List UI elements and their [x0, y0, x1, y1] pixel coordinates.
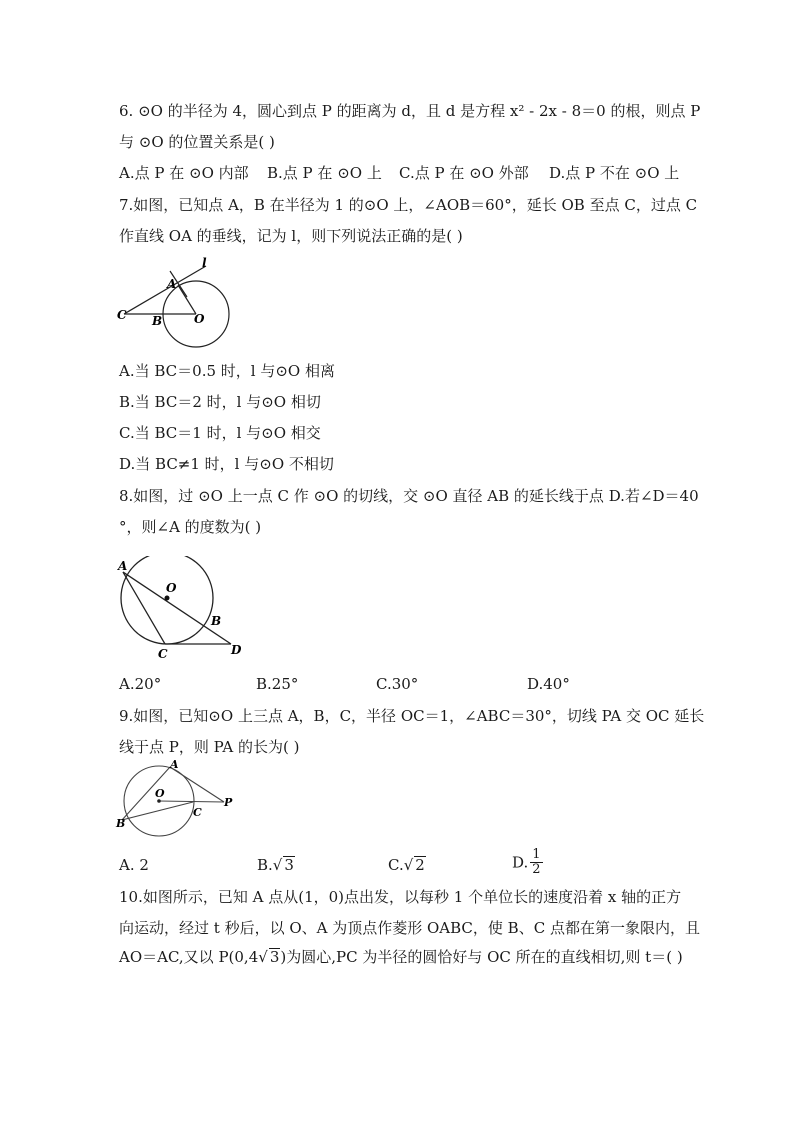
q7-option-a: A.当 BC＝0.5 时，l 与⊙O 相离	[119, 362, 335, 380]
q6-option-d: D.点 P 不在 ⊙O 上	[549, 164, 680, 182]
q9-figure	[113, 760, 243, 842]
q9-label-a: A	[170, 760, 179, 771]
q8-option-d: D.40°	[527, 675, 570, 693]
q10-line-3: AO＝AC,又以 P(0,4√ 3)为圆心,PC 为半径的圆恰好与 OC 所在的直线相切,则 t＝( )	[119, 948, 683, 966]
q6-option-b: B.点 P 在 ⊙O 上	[267, 164, 382, 182]
q8-line-2: °，则∠A 的度数为( )	[119, 518, 262, 536]
q9-option-c-radicand: 2	[415, 856, 425, 874]
q8-line-ad	[123, 572, 231, 644]
q9-line-2: 线于点 P，则 PA 的长为( )	[119, 738, 300, 756]
q9-option-b-prefix: B.	[257, 856, 273, 874]
q8-line-ac	[123, 572, 165, 644]
q6-option-a: A.点 P 在 ⊙O 内部	[119, 164, 249, 182]
q9-option-d-denominator: 2	[532, 862, 541, 877]
q9-line-bc	[122, 802, 193, 820]
q9-option-c-prefix: C.	[388, 856, 404, 874]
q9-label-b: B	[116, 817, 126, 830]
q10-line-1: 10.如图所示，已知 A 点从(1，0)点出发，以每秒 1 个单位长的速度沿着 x 轴的正方	[119, 888, 682, 906]
q7-option-b: B.当 BC＝2 时，l 与⊙O 相切	[119, 393, 321, 411]
q7-figure	[114, 253, 239, 348]
q8-label-o: O	[166, 581, 177, 595]
q9-line-ap	[170, 767, 224, 802]
q9-option-d-prefix: D.	[512, 853, 529, 872]
q8-figure	[114, 556, 249, 662]
q7-option-d: D.当 BC≠1 时，l 与⊙O 不相切	[119, 455, 334, 473]
q10-line-2: 向运动，经过 t 秒后，以 O、A 为顶点作菱形 OABC，使 B、C 点都在第一象限内，且	[119, 919, 700, 937]
q7-label-l: l	[202, 256, 207, 270]
q7-label-a: A	[167, 277, 177, 291]
q6-line-1: 6. ⊙O 的半径为 4，圆心到点 P 的距离为 d，且 d 是方程 x² - 2x - 8＝0 的根，则点 P	[119, 102, 701, 120]
q7-line-1: 7.如图，已知点 A，B 在半径为 1 的⊙O 上，∠AOB＝60°，延长 OB 至点 C，过点 C	[119, 196, 698, 214]
q9-option-c: C.√ 2	[388, 856, 425, 874]
q9-option-b-radicand: 3	[284, 856, 294, 874]
q10-line-3-radicand: 3	[269, 948, 280, 966]
q9-line-1: 9.如图，已知⊙O 上三点 A，B，C，半径 OC＝1，∠ABC＝30°，切线 PA 交 OC 延长	[119, 707, 705, 725]
q8-center-dot	[165, 596, 170, 601]
q8-line-1: 8.如图，过 ⊙O 上一点 C 作 ⊙O 的切线，交 ⊙O 直径 AB 的延长线于点 D.若∠D＝40	[119, 487, 699, 505]
q6-line-2: 与 ⊙O 的位置关系是( )	[119, 133, 275, 151]
q8-label-b: B	[211, 614, 222, 628]
q9-label-p: P	[224, 796, 233, 809]
q7-label-c: C	[117, 308, 127, 322]
q8-label-d: D	[231, 643, 242, 657]
q7-label-o: O	[194, 312, 205, 326]
q9-label-o: O	[155, 787, 165, 800]
q9-option-d	[512, 848, 543, 877]
q9-label-c: C	[193, 806, 202, 819]
q9-option-a: A. 2	[119, 856, 149, 874]
q10-line-3-part-b: )为圆心,PC 为半径的圆恰好与 OC 所在的直线相切,则 t＝( )	[280, 948, 683, 966]
q8-label-a: A	[118, 559, 128, 573]
q8-option-c: C.30°	[376, 675, 419, 693]
q7-line-2: 作直线 OA 的垂线，记为 l，则下列说法正确的是( )	[119, 227, 463, 245]
q8-label-c: C	[158, 647, 168, 661]
q8-option-b: B.25°	[256, 675, 299, 693]
q8-option-a: A.20°	[119, 675, 162, 693]
q9-option-b: B.√ 3	[257, 856, 294, 874]
q7-option-c: C.当 BC＝1 时，l 与⊙O 相交	[119, 424, 321, 442]
q9-option-d-numerator: 1	[532, 847, 541, 862]
q7-line-oa	[178, 285, 196, 314]
q7-label-b: B	[152, 314, 163, 328]
q6-option-c: C.点 P 在 ⊙O 外部	[399, 164, 529, 182]
q9-option-d-fraction	[530, 848, 542, 877]
q7-line-l	[124, 266, 206, 314]
q10-line-3-part-a: AO＝AC,又以 P(0,4	[119, 948, 259, 966]
